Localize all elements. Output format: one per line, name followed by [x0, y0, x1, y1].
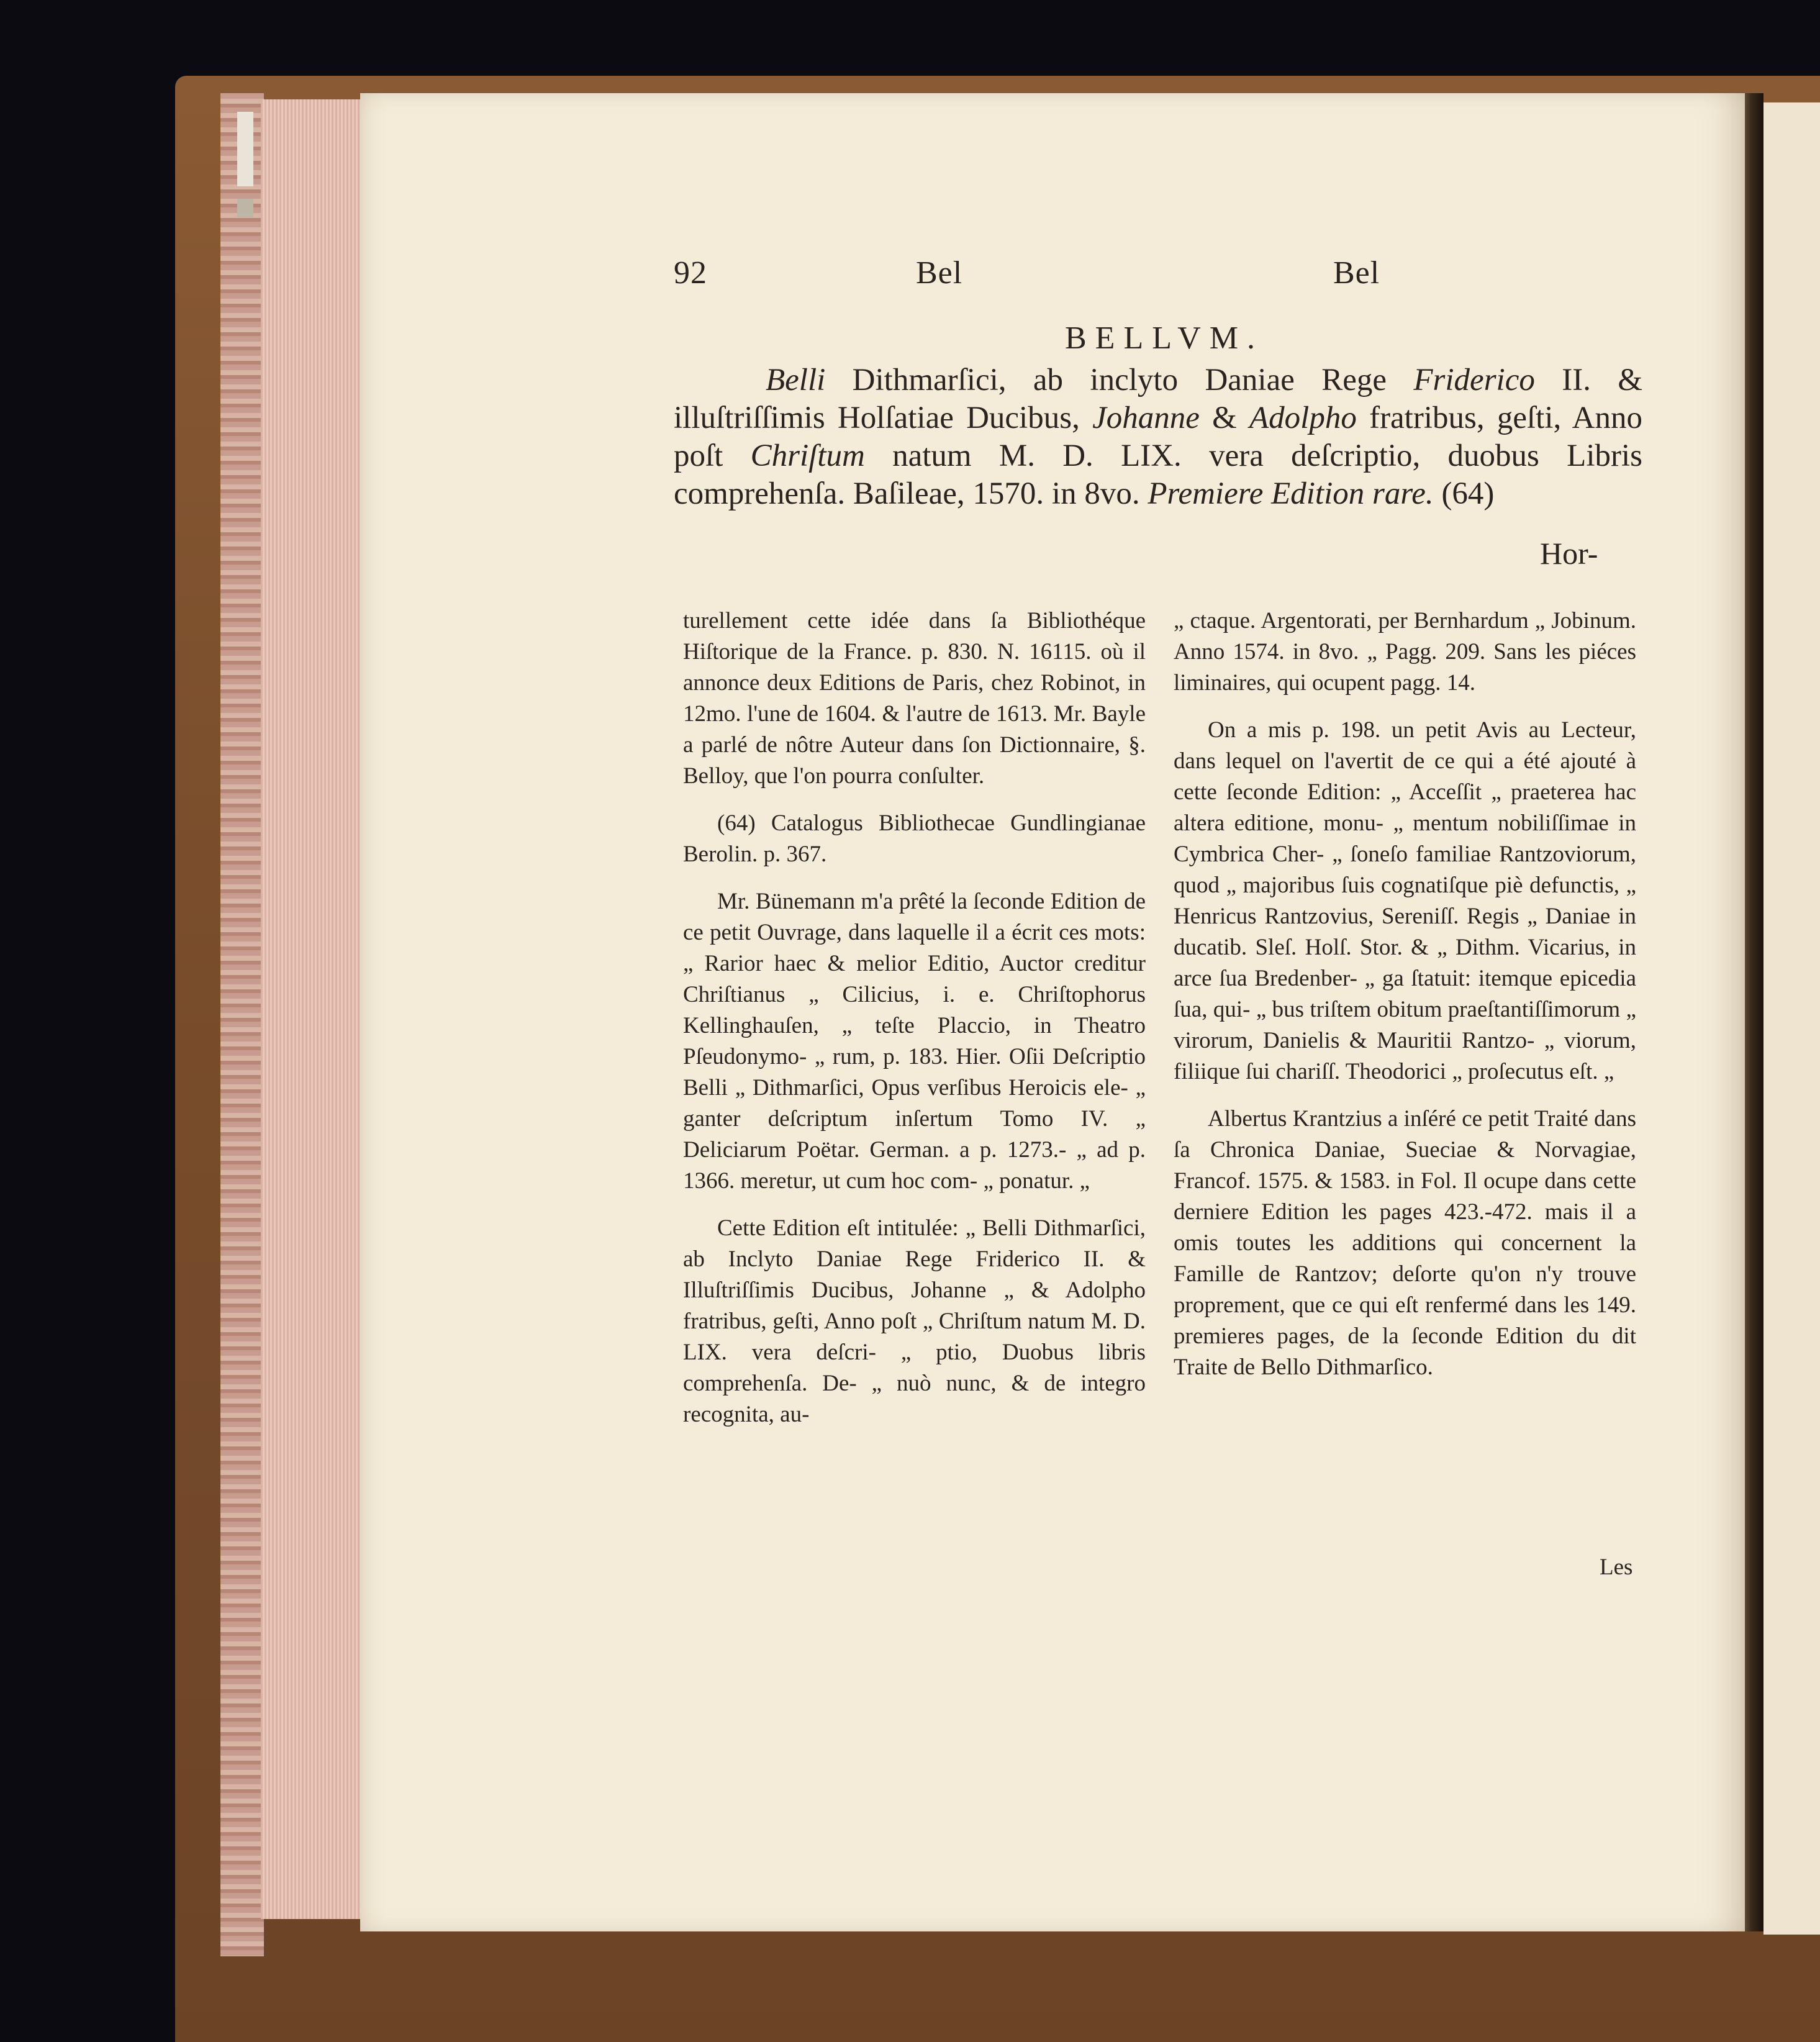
entry-name-3: Adolpho: [1249, 401, 1357, 435]
entry-text-1: Dithmarſici, ab inclyto Daniae Rege: [825, 363, 1414, 397]
bookmark-strip: [237, 112, 253, 186]
catchword: Les: [1600, 1554, 1633, 1580]
main-entry: [674, 361, 1642, 513]
page-number: 92: [674, 255, 707, 291]
entry-continuation: Hor-: [1540, 536, 1598, 571]
entry-text-3: &: [1199, 401, 1250, 435]
right-column: [1174, 606, 1636, 1399]
left-paragraph-4: Cette Edition eſt intitulée: „ Belli Dithmarſici, ab Inclyto Daniae Rege Friderico II. & Illuſtriſſimis Ducibus, Johanne „ & Adolpho fratribus, geſti, Anno poſt „ Chriſtum natum M. D. LIX. vera deſcri- „ ptio, Duobus libris comprehenſa. De- „ nuò nunc, & de integro recognita, au-: [683, 1215, 1146, 1427]
entry-text-2: II. & illuſtriſſimis Holſatiae Ducibus,: [674, 363, 1642, 435]
right-paragraph-2: On a mis p. 198. un petit Avis au Lecteur, dans lequel on l'avertit de ce qui a été ajouté à cette ſeconde Edition: „ Acceſſit „ praeterea hac altera editione, monu- „ mentum nobiliſſimae in Cymbrica Cher- „ ſoneſo familiae Rantzoviorum, quod „ majoribus ſuis cognatiſque piè defunctis, „ Henricus Rantzovius, Sereniſſ. Regis „ Daniae in ducatib. Sleſ. Holſ. Stor. & „ Dithm. Vicarius, in arce ſua Bredenber- „ ga ſtatuit: itemque epicedia ſua, qui- „ bus triſtem obitum praeſtantiſſimorum „ virorum, Danielis & Mauritii Rantzo- „ viorum, filiique ſui chariſſ. Theodorici „ proſecutus eſt. „: [1174, 717, 1636, 1084]
entry-name-4: Chriſtum: [750, 438, 865, 473]
footnote-64: (64) Catalogus Bibliothecae Gundlingianae Berolin. p. 367.: [683, 810, 1146, 867]
entry-note-ref: (64): [1433, 476, 1495, 511]
entry-text-5: natum M. D. LIX. vera deſcriptio, duobus Libris comprehenſa. Baſileae, 1570. in 8vo.: [674, 438, 1643, 511]
facing-page-edge: [1763, 102, 1820, 1935]
left-paragraph-1: turellement cette idée dans ſa Bibliothéque Hiſtorique de la France. p. 830. N. 16115. où il annonce deux Editions de Paris, chez Robinot, in 12mo. l'une de 1604. & l'autre de 1613. Mr. Bayle a parlé de nôtre Auteur dans ſon Dictionnaire, §. Belloy, que l'on pourra conſulter.: [683, 608, 1146, 789]
running-head-right: Bel: [1333, 255, 1380, 291]
section-heading: BELLVM.: [1065, 320, 1264, 356]
bookmark-strip-lower: [237, 199, 253, 217]
right-paragraph-1: „ ctaque. Argentorati, per Bernhardum „ Jobinum. Anno 1574. in 8vo. „ Pagg. 209. Sans les piéces liminaires, qui ocupent pagg. 14.: [1174, 608, 1636, 696]
entry-text-4: fratribus, geſti, Anno poſt: [674, 401, 1642, 473]
book-page-edges: [220, 93, 264, 1956]
left-column: [683, 606, 1146, 1446]
entry-edition-note: Premiere Edition rare.: [1148, 476, 1434, 511]
page-stack: [261, 99, 363, 1919]
entry-name-1: Friderico: [1413, 363, 1535, 397]
right-paragraph-3: Albertus Krantzius a inſéré ce petit Traité dans ſa Chronica Daniae, Sueciae & Norvagiae, Francof. 1575. & 1583. in Fol. Il ocupe dans cette derniere Edition les pages 423.-472. mais il a omis toutes les additions qui concernent la Famille de Rantzov; deſorte qu'on n'y trouve proprement, que ce qui eſt renfermé dans les 149. premieres pages, de la ſeconde Edition du dit Traite de Bello Dithmarſico.: [1174, 1106, 1636, 1380]
running-head: [674, 255, 1655, 304]
entry-name-2: Johanne: [1092, 401, 1200, 435]
left-paragraph-3: Mr. Bünemann m'a prêté la ſeconde Edition de ce petit Ouvrage, dans laquelle il a écrit ces mots: „ Rarior haec & melior Editio, Auctor creditur Chriſtianus „ Cilicius, i. e. Chriſtophorus Kellinghauſen, „ teſte Placcio, in Theatro Pſeudonymo- „ rum, p. 183. Hier. Oſii Deſcriptio Belli „ Dithmarſici, Opus verſibus Heroicis ele- „ ganter deſcriptum inſertum Tomo IV. „ Deliciarum Poëtar. German. a p. 1273.- „ ad p. 1366. meretur, ut cum hoc com- „ ponatur. „: [683, 889, 1146, 1194]
running-head-left: Bel: [916, 255, 963, 291]
entry-title: Belli: [766, 363, 826, 397]
